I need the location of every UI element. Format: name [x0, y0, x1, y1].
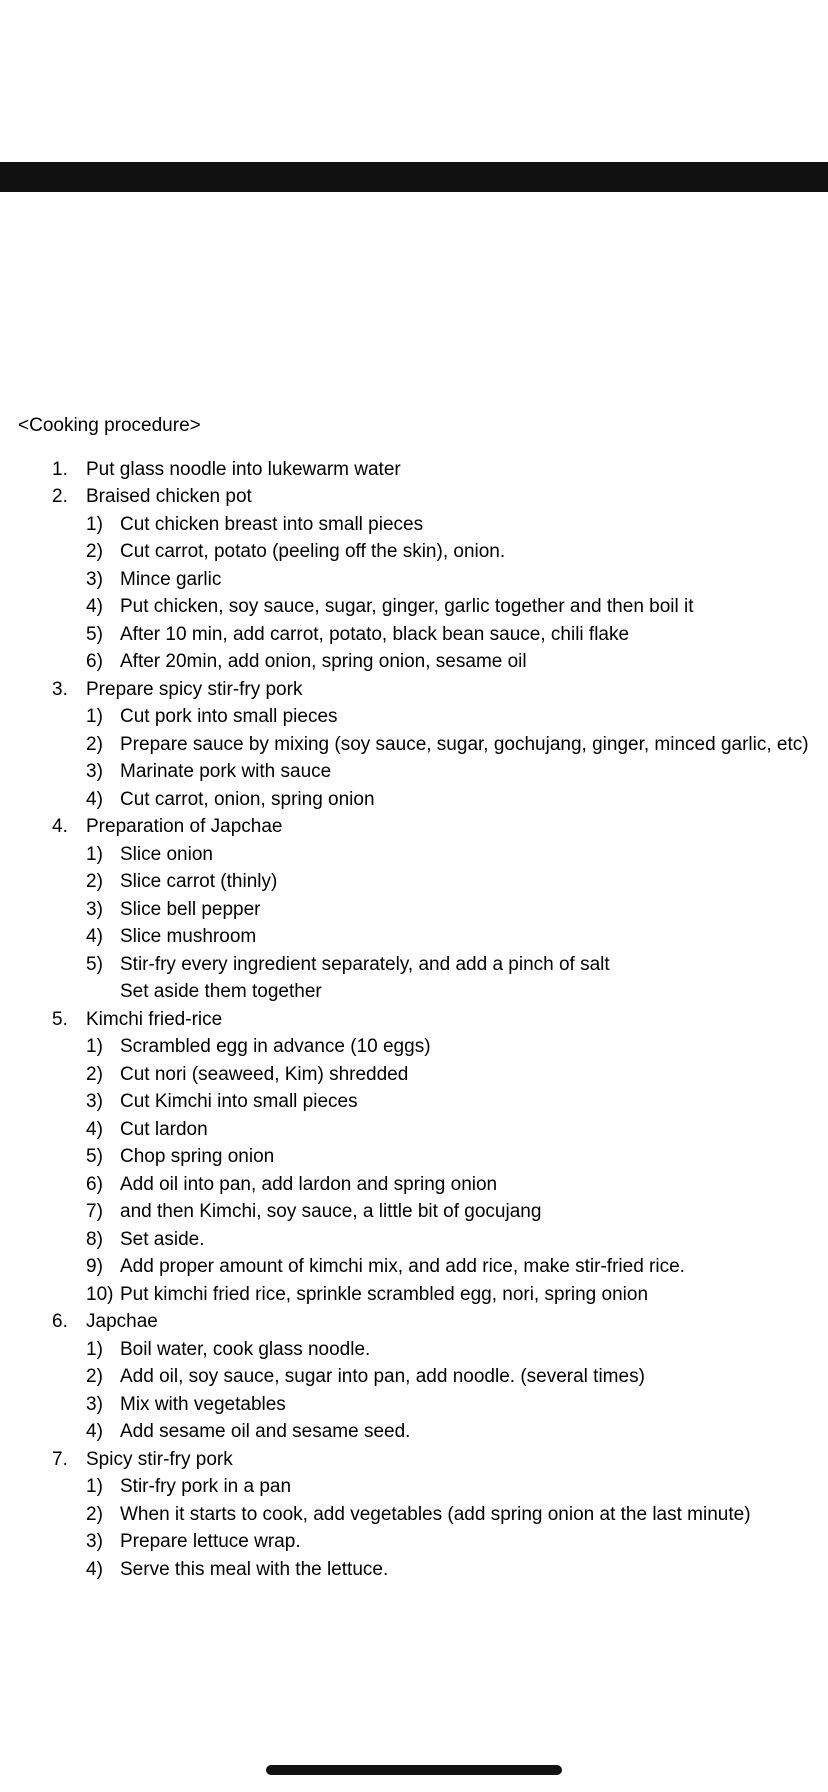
section-number: 5.	[52, 1008, 68, 1030]
step-text: After 10 min, add carrot, potato, black bean sauce, chili flake	[120, 623, 630, 645]
section-title: Spicy stir-fry pork	[86, 1448, 233, 1470]
section-item	[18, 813, 818, 1006]
section-number: 6.	[52, 1311, 68, 1332]
step-text: Stir-fry every ingredient separately, and add a pinch of salt	[120, 953, 610, 975]
step-list	[86, 1473, 818, 1583]
step-number: 2)	[86, 541, 103, 562]
step-text: Add oil into pan, add lardon and spring onion	[120, 1173, 498, 1195]
step-number: 1)	[86, 1036, 103, 1057]
step-item	[86, 1473, 818, 1501]
section-item	[18, 1308, 818, 1446]
step-item	[86, 1556, 818, 1584]
step-number: 4)	[86, 788, 103, 810]
step-item	[86, 1143, 818, 1171]
step-item	[86, 1171, 818, 1199]
step-item	[86, 1501, 818, 1529]
section-item	[18, 1006, 818, 1309]
step-text: Set aside.	[120, 1228, 205, 1250]
step-text: When it starts to cook, add vegetables (add spring onion at the last minute)	[120, 1503, 751, 1525]
step-number: 4)	[86, 1118, 103, 1140]
step-number: 10)	[86, 1283, 114, 1305]
step-text: Cut pork into small pieces	[120, 706, 338, 727]
step-number: 2)	[86, 871, 103, 892]
step-text: Marinate pork with sauce	[120, 761, 332, 782]
step-list	[86, 511, 818, 676]
step-text: and then Kimchi, soy sauce, a little bit of gocujang	[120, 1201, 542, 1222]
step-item	[86, 951, 818, 979]
section-title: Put glass noodle into lukewarm water	[86, 458, 401, 480]
step-text: Mix with vegetables	[120, 1393, 286, 1415]
step-list	[86, 703, 818, 813]
step-text: Stir-fry pork in a pan	[120, 1476, 292, 1497]
section-item	[18, 676, 818, 814]
step-item	[86, 1391, 818, 1419]
section-number: 2.	[52, 486, 68, 507]
step-text: Add sesame oil and sesame seed.	[120, 1421, 411, 1442]
step-number: 1)	[86, 843, 103, 865]
document	[18, 412, 818, 1583]
step-text: Cut chicken breast into small pieces	[120, 513, 424, 535]
step-text: Slice mushroom	[120, 926, 257, 947]
step-text: Cut carrot, potato (peeling off the skin), onion.	[120, 541, 506, 562]
step-item	[86, 1363, 818, 1391]
step-item	[86, 1418, 818, 1446]
step-item	[86, 1088, 818, 1116]
top-bar	[0, 162, 828, 192]
step-item	[86, 896, 818, 924]
step-number: 3)	[86, 1531, 103, 1552]
step-number: 4)	[86, 1558, 103, 1580]
section-number: 4.	[52, 816, 68, 837]
step-number: 7)	[86, 1201, 103, 1222]
step-item	[86, 1061, 818, 1089]
step-item	[86, 1198, 818, 1226]
document-title: <Cooking procedure>	[18, 415, 201, 436]
home-indicator[interactable]	[266, 1765, 562, 1775]
section-item	[18, 1446, 818, 1584]
section-title: Japchae	[86, 1311, 158, 1332]
step-item	[86, 786, 818, 814]
step-text: Cut carrot, onion, spring onion	[120, 788, 375, 810]
section-title: Braised chicken pot	[86, 486, 252, 507]
step-number: 2)	[86, 1366, 103, 1387]
step-number: 5)	[86, 1146, 103, 1167]
section-item	[18, 456, 818, 484]
step-number: 4)	[86, 926, 103, 947]
step-number: 8)	[86, 1228, 103, 1250]
section-number: 7.	[52, 1448, 68, 1470]
step-list	[86, 841, 818, 1006]
step-text: After 20min, add onion, spring onion, sesame oil	[120, 651, 527, 672]
step-text: Put kimchi fried rice, sprinkle scrambled egg, nori, spring onion	[120, 1283, 649, 1305]
step-item	[86, 593, 818, 621]
step-number: 4)	[86, 1421, 103, 1442]
step-list	[86, 1336, 818, 1446]
step-item	[86, 511, 818, 539]
step-text: Add proper amount of kimchi mix, and add rice, make stir-fried rice.	[120, 1256, 685, 1277]
step-item	[86, 1226, 818, 1254]
step-number: 4)	[86, 596, 103, 617]
step-item	[86, 648, 818, 676]
step-number: 1)	[86, 706, 103, 727]
step-text: Prepare sauce by mixing (soy sauce, sugar, gochujang, ginger, minced garlic, etc)	[120, 733, 809, 755]
step-item	[86, 1336, 818, 1364]
step-text: Slice carrot (thinly)	[120, 871, 278, 892]
step-item	[86, 841, 818, 869]
step-number: 5)	[86, 953, 103, 975]
step-list	[86, 1033, 818, 1308]
step-item	[86, 566, 818, 594]
step-number: 3)	[86, 1091, 103, 1112]
step-item	[86, 731, 818, 759]
step-number: 3)	[86, 898, 103, 920]
step-item	[86, 923, 818, 951]
step-number: 1)	[86, 513, 103, 535]
step-item	[86, 538, 818, 566]
step-continuation: Set aside them together	[120, 981, 322, 1002]
step-text: Cut Kimchi into small pieces	[120, 1091, 358, 1112]
step-number: 6)	[86, 651, 103, 672]
section-item	[18, 483, 818, 676]
step-text: Cut nori (seaweed, Kim) shredded	[120, 1063, 409, 1085]
step-item	[86, 621, 818, 649]
step-item	[86, 1033, 818, 1061]
step-text: Boil water, cook glass noodle.	[120, 1338, 371, 1360]
step-number: 2)	[86, 1503, 103, 1525]
section-title: Preparation of Japchae	[86, 816, 283, 837]
step-text: Serve this meal with the lettuce.	[120, 1558, 389, 1580]
step-number: 6)	[86, 1173, 103, 1195]
step-item	[86, 703, 818, 731]
section-title: Prepare spicy stir-fry pork	[86, 678, 303, 700]
step-text: Cut lardon	[120, 1118, 208, 1140]
step-number: 1)	[86, 1338, 103, 1360]
step-text: Scrambled egg in advance (10 eggs)	[120, 1036, 431, 1057]
step-number: 3)	[86, 568, 103, 590]
step-item	[86, 758, 818, 786]
step-text: Prepare lettuce wrap.	[120, 1531, 301, 1552]
step-text: Mince garlic	[120, 568, 222, 590]
step-text: Add oil, soy sauce, sugar into pan, add noodle. (several times)	[120, 1366, 645, 1387]
step-item	[86, 1253, 818, 1281]
step-item	[86, 868, 818, 896]
step-text: Slice bell pepper	[120, 898, 261, 920]
section-number: 1.	[52, 458, 68, 480]
step-item	[86, 1281, 818, 1309]
step-item	[86, 1116, 818, 1144]
step-number: 2)	[86, 733, 103, 755]
section-title: Kimchi fried-rice	[86, 1008, 223, 1030]
step-number: 2)	[86, 1063, 103, 1085]
step-number: 1)	[86, 1476, 103, 1497]
step-text: Chop spring onion	[120, 1146, 275, 1167]
step-number: 9)	[86, 1256, 103, 1277]
step-number: 5)	[86, 623, 103, 645]
step-text: Slice onion	[120, 843, 213, 865]
section-list	[18, 456, 818, 1584]
step-item	[86, 1528, 818, 1556]
step-number: 3)	[86, 761, 103, 782]
section-number: 3.	[52, 678, 68, 700]
step-text: Put chicken, soy sauce, sugar, ginger, garlic together and then boil it	[120, 596, 694, 617]
step-number: 3)	[86, 1393, 103, 1415]
